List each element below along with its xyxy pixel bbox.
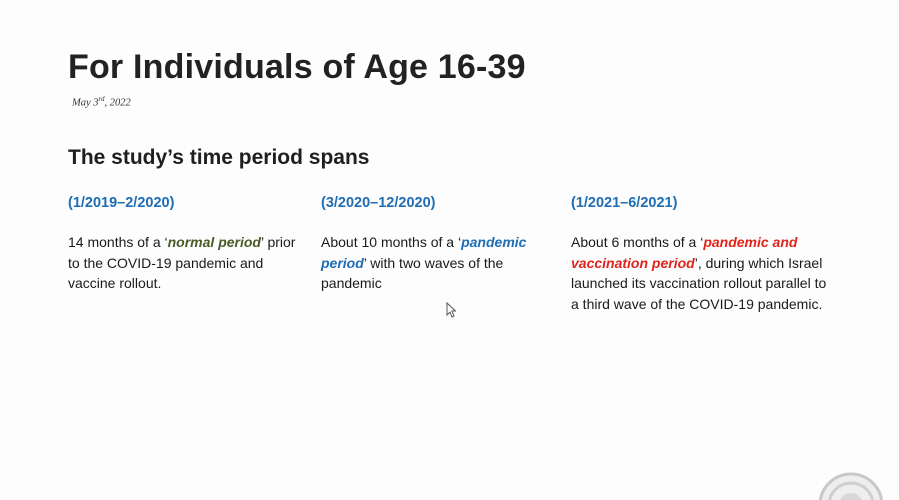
period-desc-after: ’ with two waves of the pandemic	[321, 254, 504, 291]
period-range: (3/2020–12/2020)	[321, 195, 436, 211]
period-column-vaccination	[571, 192, 831, 314]
date-ordinal: rd	[98, 95, 105, 103]
period-column-pandemic	[321, 192, 557, 294]
slide-date	[72, 95, 131, 109]
period-column-normal	[68, 192, 304, 294]
period-range: (1/2021–6/2021)	[571, 195, 678, 211]
period-highlight: normal period	[167, 234, 261, 250]
date-prefix: May 3	[72, 97, 99, 109]
period-desc-after: ’ prior to the COVID-19 pandemic and vaccine rollout.	[68, 234, 296, 291]
period-desc-before: About 10 months of a ‘	[321, 234, 462, 250]
player-control-icon[interactable]	[818, 472, 884, 500]
period-desc-before: 14 months of a ‘	[68, 234, 168, 250]
period-description	[571, 232, 831, 314]
period-description	[68, 232, 304, 294]
period-highlight: pandemic period	[321, 234, 527, 271]
mouse-pointer-icon	[446, 302, 456, 318]
date-suffix: , 2022	[104, 97, 131, 109]
period-description	[321, 232, 557, 294]
period-desc-before: About 6 months of a ‘	[571, 234, 704, 250]
slide-subtitle: The study’s time period spans	[68, 146, 370, 169]
period-desc-after: ’, during which Israel launched its vaccination rollout parallel to a third wave of the COVID-19 pandemic.	[571, 254, 827, 312]
slide-title: For Individuals of Age 16-39	[68, 48, 526, 86]
period-highlight: pandemic and vaccination period	[571, 234, 798, 271]
period-range: (1/2019–2/2020)	[68, 195, 175, 211]
